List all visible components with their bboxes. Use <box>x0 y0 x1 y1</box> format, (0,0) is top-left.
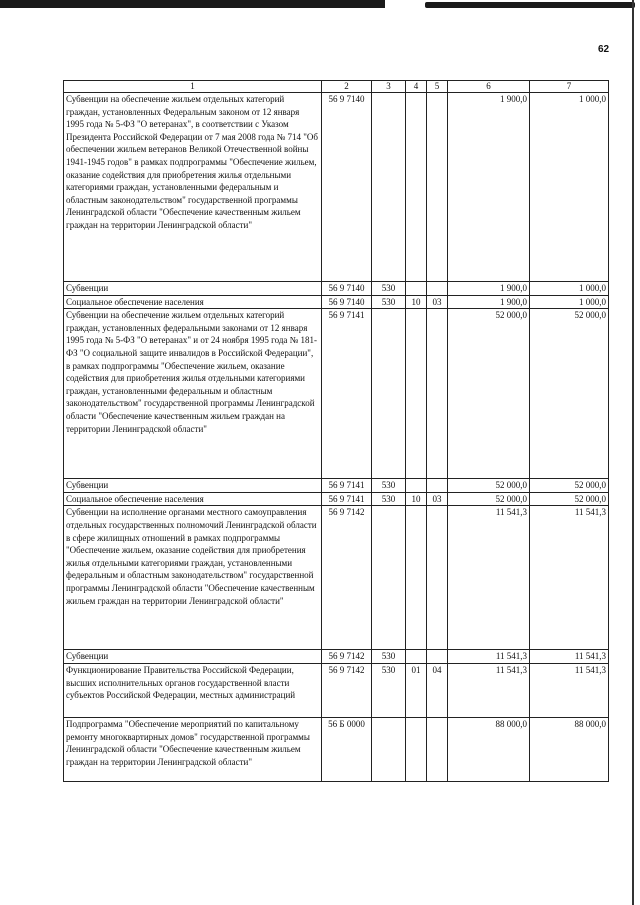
scan-top-bar-left <box>0 0 385 8</box>
row-section <box>406 309 427 479</box>
header-cell: 2 <box>322 81 372 93</box>
row-subsection: 03 <box>427 492 448 506</box>
row-target-code: 56 9 7141 <box>322 309 372 479</box>
row-amount-2: 52 000,0 <box>530 479 609 493</box>
row-description: Субвенции на обеспечение жильем отдельных категорий граждан, установленных Федеральным законом от 12 января 1995 года № 5-ФЗ "О ветеранах", в соответствии с Указом Президента Российской Федерации от 7 мая 2008 года № 714 "Об обеспечении жильем ветеранов Великой Отечественной войны 1941-1945 годов" в рамках подпрограммы "Обеспечение жильем, оказание содействия для приобретения жилья отдельными категориями граждан, установленными федеральным и областным законодательством" государственной программы Ленинградской области "Обеспечение качественным жильем граждан на территории Ленинградской области" <box>64 93 322 282</box>
page-number: 62 <box>598 44 610 55</box>
row-amount-1: 88 000,0 <box>448 717 530 781</box>
row-expense-type <box>372 506 406 650</box>
row-description: Подпрограмма "Обеспечение мероприятий по капитальному ремонту многоквартирных домов" государственной программы Ленинградской области "Обеспечение качественным жильем граждан на территории Ленинградской области" <box>64 717 322 781</box>
header-cell: 3 <box>372 81 406 93</box>
row-amount-2: 1 000,0 <box>530 93 609 282</box>
row-amount-1: 11 541,3 <box>448 506 530 650</box>
table-row <box>64 295 609 309</box>
table-row <box>64 663 609 717</box>
row-subsection: 04 <box>427 663 448 717</box>
header-cell: 6 <box>448 81 530 93</box>
row-amount-2: 11 541,3 <box>530 506 609 650</box>
row-section <box>406 506 427 650</box>
row-description: Функционирование Правительства Российской Федерации, высших исполнительных органов государственной власти субъектов Российской Федерации, местных администраций <box>64 663 322 717</box>
row-target-code: 56 9 7142 <box>322 506 372 650</box>
row-target-code: 56 9 7142 <box>322 650 372 664</box>
row-description: Субвенции <box>64 282 322 296</box>
row-amount-1: 11 541,3 <box>448 650 530 664</box>
row-amount-1: 52 000,0 <box>448 309 530 479</box>
row-amount-1: 11 541,3 <box>448 663 530 717</box>
header-cell: 4 <box>406 81 427 93</box>
row-description: Социальное обеспечение населения <box>64 492 322 506</box>
row-subsection <box>427 479 448 493</box>
row-section: 01 <box>406 663 427 717</box>
row-subsection <box>427 717 448 781</box>
row-subsection <box>427 309 448 479</box>
table-row <box>64 650 609 664</box>
table-header-row <box>64 81 609 93</box>
row-section <box>406 650 427 664</box>
row-subsection <box>427 506 448 650</box>
row-expense-type: 530 <box>372 479 406 493</box>
row-target-code: 56 9 7141 <box>322 492 372 506</box>
row-amount-1: 1 900,0 <box>448 295 530 309</box>
table-row <box>64 309 609 479</box>
header-cell: 1 <box>64 81 322 93</box>
row-subsection <box>427 282 448 296</box>
row-description: Субвенции <box>64 650 322 664</box>
row-target-code: 56 9 7141 <box>322 479 372 493</box>
row-section <box>406 282 427 296</box>
row-expense-type <box>372 93 406 282</box>
header-cell: 5 <box>427 81 448 93</box>
row-amount-1: 52 000,0 <box>448 479 530 493</box>
row-amount-2: 1 000,0 <box>530 295 609 309</box>
row-expense-type: 530 <box>372 663 406 717</box>
header-cell: 7 <box>530 81 609 93</box>
row-target-code: 56 Б 0000 <box>322 717 372 781</box>
scan-top-bar-right <box>425 2 635 8</box>
row-amount-1: 1 900,0 <box>448 282 530 296</box>
table-row <box>64 506 609 650</box>
row-amount-2: 52 000,0 <box>530 309 609 479</box>
row-amount-2: 52 000,0 <box>530 492 609 506</box>
row-expense-type: 530 <box>372 492 406 506</box>
row-section: 10 <box>406 492 427 506</box>
row-expense-type: 530 <box>372 295 406 309</box>
table-row <box>64 93 609 282</box>
row-description: Субвенции <box>64 479 322 493</box>
row-target-code: 56 9 7140 <box>322 295 372 309</box>
table-row <box>64 492 609 506</box>
row-amount-2: 88 000,0 <box>530 717 609 781</box>
row-target-code: 56 9 7142 <box>322 663 372 717</box>
row-description: Субвенции на обеспечение жильем отдельных категорий граждан, установленных федеральными законами от 12 января 1995 года № 5-ФЗ "О ветеранах" и от 24 ноября 1995 года № 181-ФЗ "О социальной защите инвалидов в Российской Федерации", в рамках подпрограммы "Обеспечение жильем, оказание содействия для приобретения жилья отдельными категориями граждан, установленными федеральным и областным законодательством" государственной программы Ленинградской области "Обеспечение качественным жильем граждан на территории Ленинградской области" <box>64 309 322 479</box>
budget-table <box>63 80 609 782</box>
row-subsection: 03 <box>427 295 448 309</box>
row-subsection <box>427 650 448 664</box>
row-section: 10 <box>406 295 427 309</box>
row-section <box>406 93 427 282</box>
scan-right-edge <box>632 0 634 905</box>
row-amount-2: 1 000,0 <box>530 282 609 296</box>
row-description: Социальное обеспечение населения <box>64 295 322 309</box>
row-amount-2: 11 541,3 <box>530 663 609 717</box>
table-row <box>64 479 609 493</box>
row-description: Субвенции на исполнение органами местного самоуправления отдельных государственных полномочий Ленинградской области в сфере жилищных отношений в рамках подпрограммы "Обеспечение жильем, оказание содействия для приобретения жилья отдельными категориями граждан, установленными федеральным и областным законодательством" государственной программы Ленинградской области "Обеспечение качественным жильем граждан на территории Ленинградской области" <box>64 506 322 650</box>
row-amount-1: 52 000,0 <box>448 492 530 506</box>
row-target-code: 56 9 7140 <box>322 282 372 296</box>
row-expense-type <box>372 717 406 781</box>
row-section <box>406 479 427 493</box>
row-amount-1: 1 900,0 <box>448 93 530 282</box>
table-row <box>64 282 609 296</box>
table-row <box>64 717 609 781</box>
row-expense-type <box>372 309 406 479</box>
row-target-code: 56 9 7140 <box>322 93 372 282</box>
row-amount-2: 11 541,3 <box>530 650 609 664</box>
row-expense-type: 530 <box>372 650 406 664</box>
row-subsection <box>427 93 448 282</box>
row-section <box>406 717 427 781</box>
row-expense-type: 530 <box>372 282 406 296</box>
